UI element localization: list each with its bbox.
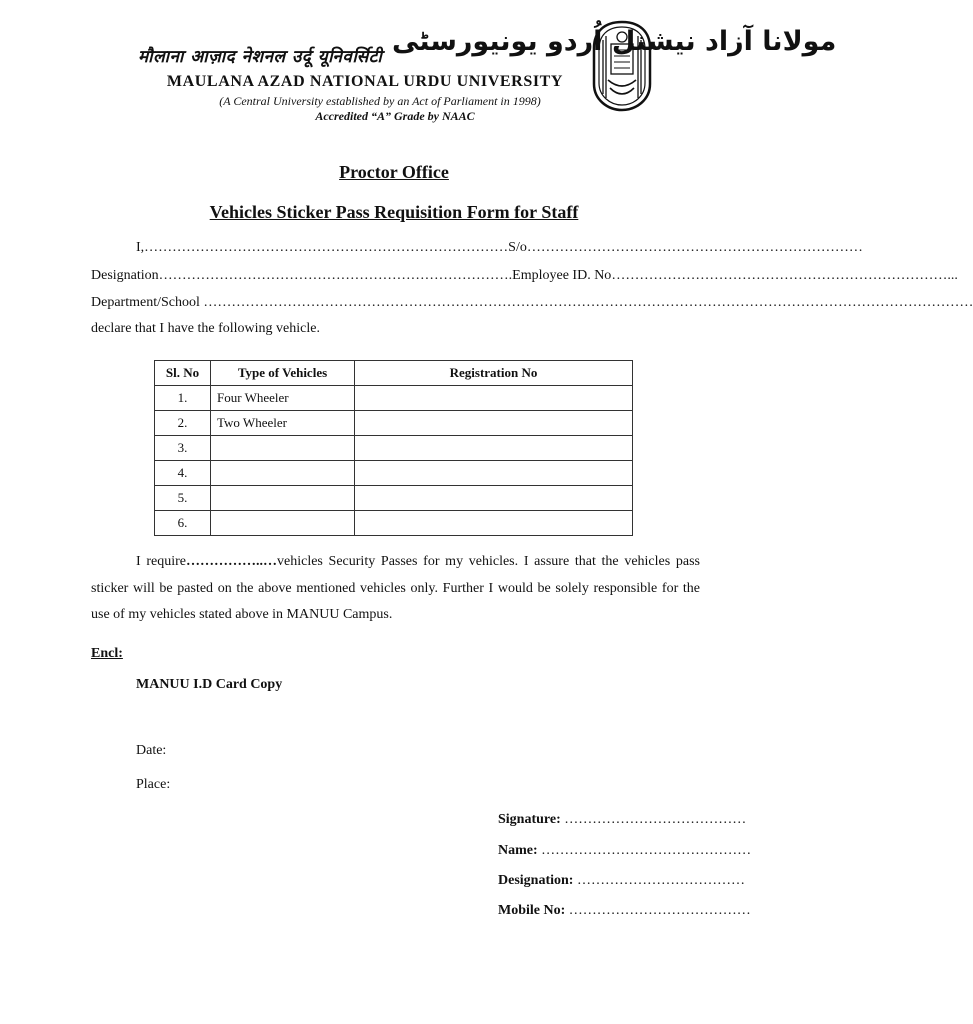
department-line [91,295,973,311]
name-signoff-line [498,843,751,859]
date-label: Date: [136,743,167,758]
table-header-row [155,361,633,386]
university-subtitle: (A Central University established by an Act of Parliament in 1998) [219,94,541,108]
place-label: Place: [136,777,171,792]
designation-signoff-label: Designation: [498,873,574,888]
name-blank: …………………………………………………………………… [144,240,509,255]
cell-type [211,486,355,511]
table-row [155,511,633,536]
mobile-blank: ………………………………… [568,903,751,918]
university-seal-icon [590,20,654,112]
cell-registration [355,386,633,411]
so-blank: ……………………………………………………………… [526,240,863,255]
university-name-urdu: مولانا آزاد نیشنل اُردو یونیورسٹی [392,26,837,57]
designation-blank: …………………………………………………………………. [158,268,513,283]
cell-sl: 1. [155,386,211,411]
cell-registration [355,461,633,486]
enclosure-item: MANUU I.D Card Copy [136,677,283,692]
cell-type [211,511,355,536]
designation-signoff-blank: ……………………………… [576,873,745,888]
designation-label: Designation [91,268,159,283]
cell-type: Four Wheeler [211,386,355,411]
cell-sl: 4. [155,461,211,486]
cell-registration [355,436,633,461]
name-prefix: I, [136,240,145,255]
cell-sl: 2. [155,411,211,436]
declare-text: declare that I have the following vehicle. [91,321,320,336]
cell-type [211,461,355,486]
table-row [155,486,633,511]
table-row [155,436,633,461]
so-label: S/o [508,240,527,255]
university-name-hindi: मौलाना आज़ाद नेशनल उर्दू यूनिवर्सिटी [138,47,383,67]
mobile-line [498,903,751,919]
enclosure-label: Encl: [91,646,123,661]
vehicle-table [154,360,633,536]
cell-type [211,436,355,461]
paragraph-prefix: I require [136,554,186,569]
table-row [155,411,633,436]
name-signoff-blank: ……………………………………… [541,843,752,858]
mobile-label: Mobile No: [498,903,566,918]
cell-type: Two Wheeler [211,411,355,436]
employee-id-label: Employee ID. No [512,268,612,283]
university-name: MAULANA AZAD NATIONAL URDU UNIVERSITY [166,73,564,90]
employee-id-blank: ………………………………………………………………... [611,268,958,283]
office-title: Proctor Office [339,162,449,182]
designation-signoff-line [498,873,745,889]
paragraph-body: vehicles Security Passes for my vehicles. I assure that the vehicles pass sticker will be pasted on the above mentioned vehicles only. Further I would be solely responsible for the use of my vehicles stated above in MANUU Campus. [91,554,700,622]
quantity-blank: ……………..… [186,554,277,569]
table-row [155,386,633,411]
cell-registration [355,411,633,436]
name-line [136,240,863,256]
cell-registration [355,486,633,511]
letterhead [0,0,837,135]
department-label: Department/School [91,295,200,310]
header-registration: Registration No [355,361,633,386]
signature-line [498,812,746,828]
cell-registration [355,511,633,536]
cell-sl: 5. [155,486,211,511]
cell-sl: 6. [155,511,211,536]
name-label: Name: [498,843,538,858]
table-row [155,461,633,486]
department-blank: ………………………………………………………………………………………………………………………………………………… [203,295,973,310]
header-type: Type of Vehicles [211,361,355,386]
accreditation-text: Accredited “A” Grade by NAAC [315,109,475,123]
signature-blank: ………………………………… [564,812,747,827]
form-title: Vehicles Sticker Pass Requisition Form for Staff [209,202,579,222]
header-sl-no: Sl. No [155,361,211,386]
designation-line [91,268,958,284]
cell-sl: 3. [155,436,211,461]
signature-label: Signature: [498,812,561,827]
declaration-paragraph [91,549,700,629]
